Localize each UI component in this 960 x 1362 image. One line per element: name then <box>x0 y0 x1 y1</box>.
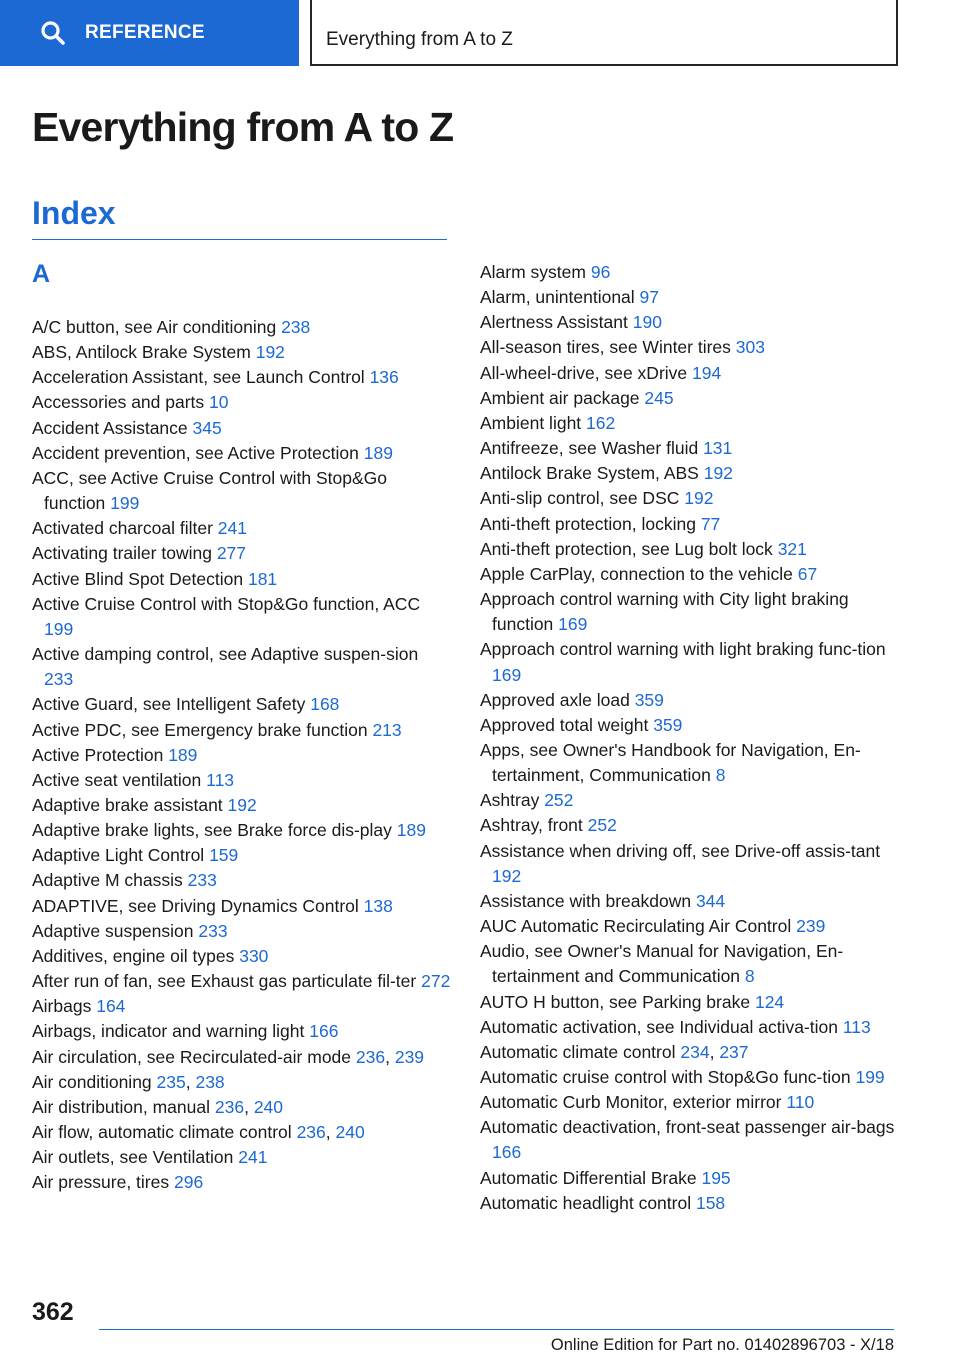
page-reference-link[interactable]: 240 <box>253 1096 284 1117</box>
index-entry <box>32 919 452 944</box>
index-entry-text: AUC Automatic Recirculating Air Control <box>480 916 792 937</box>
page-reference-link[interactable]: 189 <box>363 442 393 463</box>
page-reference-link[interactable]: 235 <box>156 1071 186 1092</box>
page-reference-link[interactable]: 213 <box>372 719 402 740</box>
index-entry <box>480 914 900 939</box>
index-entry-text: Apple CarPlay, connection to the vehicle <box>480 563 793 584</box>
page-reference-link[interactable]: 277 <box>216 543 247 564</box>
page-reference-link[interactable]: 344 <box>695 890 726 911</box>
index-entry <box>480 386 900 411</box>
index-entry <box>480 637 900 687</box>
index-entry-text: Activating trailer towing <box>32 543 212 564</box>
index-entry-text: Airbags <box>32 996 92 1017</box>
index-entry-text: Antifreeze, see Washer fluid <box>480 438 699 459</box>
page-reference-link[interactable]: 166 <box>492 1142 522 1163</box>
index-entry-text: Active PDC, see Emergency brake function <box>32 719 368 740</box>
index-entry: Automatic climate control 234, 237 <box>480 1041 749 1062</box>
page-reference-link[interactable]: 164 <box>96 996 126 1017</box>
index-entry <box>480 1166 900 1191</box>
index-entry <box>480 285 900 310</box>
page-reference-link[interactable]: 192 <box>255 342 285 363</box>
index-entry-text: ADAPTIVE, see Driving Dynamics Control <box>32 895 359 916</box>
index-entry <box>480 1065 900 1090</box>
index-entry-text: Adaptive brake assistant <box>32 794 223 815</box>
index-entry-text: Accident prevention, see Active Protection <box>32 442 359 463</box>
index-entry <box>32 466 452 516</box>
index-entry: Air circulation, see Recirculated-air mode 236, 239 <box>32 1046 425 1067</box>
index-entry-text: Approach control warning with City light braking function <box>480 589 849 635</box>
index-entry <box>32 1145 452 1170</box>
index-entry-text: Automatic deactivation, front-seat passenger air-bags <box>480 1117 895 1138</box>
index-entry <box>480 587 900 637</box>
index-entry <box>480 713 900 738</box>
index-entry <box>32 567 452 592</box>
index-entry: Air conditioning 235, 238 <box>32 1071 225 1092</box>
index-entry <box>480 839 900 889</box>
index-entry-text: Antilock Brake System, ABS <box>480 463 699 484</box>
index-entry-text: Air flow, automatic climate control <box>32 1122 292 1142</box>
index-entry <box>32 768 452 793</box>
index-entry-text: A/C button, see Air conditioning <box>32 317 277 337</box>
page-reference-link[interactable]: 272 <box>421 971 451 992</box>
page-reference-link[interactable]: 233 <box>44 669 74 690</box>
page-number: 362 <box>32 1298 74 1326</box>
index-entry <box>480 436 900 461</box>
index-entry-text: Activated charcoal filter <box>32 518 213 539</box>
page-reference-link[interactable]: 110 <box>786 1092 815 1113</box>
index-entry-text: Air circulation, see Recirculated-air mode <box>32 1046 352 1067</box>
page-reference-link[interactable]: 233 <box>198 920 228 941</box>
page-reference-link[interactable]: 236 <box>214 1096 245 1117</box>
index-entry-text: Air outlets, see Ventilation <box>32 1147 234 1168</box>
page-reference-link[interactable]: 252 <box>544 790 574 811</box>
reference-tab[interactable] <box>0 0 299 66</box>
index-entry-text: Acceleration Assistant, see Launch Control <box>32 367 365 388</box>
footer-divider <box>99 1329 894 1330</box>
index-entry-text: Automatic cruise control with Stop&Go func-tion <box>480 1067 851 1087</box>
page-reference-link[interactable]: 345 <box>192 417 222 438</box>
index-entry-text: After run of fan, see Exhaust gas particulate fil-ter <box>32 971 417 992</box>
index-entry-text: Alarm system <box>480 262 586 282</box>
index-entry <box>32 390 452 415</box>
index-entry <box>480 537 900 562</box>
page-reference-link[interactable]: 138 <box>363 895 393 916</box>
index-column-left <box>32 315 452 1195</box>
index-entry <box>32 642 452 692</box>
page-reference-link[interactable]: 195 <box>701 1167 731 1188</box>
index-entry <box>480 1191 900 1216</box>
page-reference-link[interactable]: 199 <box>855 1067 885 1087</box>
index-entry <box>480 889 900 914</box>
index-entry-text: All-season tires, see Winter tires <box>480 337 731 358</box>
index-entry <box>480 562 900 587</box>
index-entry <box>480 310 900 335</box>
index-entry: Air flow, automatic climate control 236, 240 <box>32 1122 365 1142</box>
page-reference-link[interactable]: 237 <box>719 1041 749 1062</box>
index-entry-text: All-wheel-drive, see xDrive <box>480 362 688 383</box>
page-reference-link[interactable]: 162 <box>586 412 616 433</box>
page-reference-link[interactable]: 8 <box>715 765 726 786</box>
index-entry <box>480 990 900 1015</box>
page-reference-link[interactable]: 113 <box>842 1016 871 1037</box>
page-reference-link[interactable]: 241 <box>217 518 247 539</box>
page-reference-link[interactable]: 303 <box>735 337 765 358</box>
page-reference-link[interactable]: 131 <box>703 438 733 459</box>
page-reference-link[interactable]: 236 <box>355 1046 386 1067</box>
index-entry <box>32 969 452 994</box>
index-letter-heading: A <box>32 260 51 288</box>
index-entry <box>480 738 900 788</box>
index-column-right <box>480 260 900 1216</box>
index-entry-text: Active Cruise Control with Stop&Go function, ACC <box>32 593 421 614</box>
index-entry-text: Active Blind Spot Detection <box>32 568 244 589</box>
index-entry-text: Active Protection <box>32 744 164 765</box>
page-reference-link[interactable]: 190 <box>632 312 662 333</box>
index-entry <box>480 1015 900 1040</box>
page-reference-link[interactable]: 67 <box>797 563 818 584</box>
page-reference-link[interactable]: 239 <box>796 916 826 937</box>
index-entry-text: Automatic Curb Monitor, exterior mirror <box>480 1092 782 1113</box>
index-entry <box>480 512 900 537</box>
page-title: Everything from A to Z <box>32 104 454 150</box>
index-entry-text: Anti-slip control, see DSC <box>480 488 680 509</box>
page-reference-link[interactable]: 359 <box>634 689 664 710</box>
page-reference-link[interactable]: 238 <box>281 317 311 337</box>
index-entry-text: ACC, see Active Cruise Control with Stop&Go function <box>32 467 388 514</box>
index-entry <box>32 541 452 566</box>
page-reference-link[interactable]: 169 <box>492 664 522 685</box>
page-reference-link[interactable]: 252 <box>587 815 617 836</box>
page-reference-link[interactable]: 192 <box>684 488 714 509</box>
index-entry-text: Adaptive suspension <box>32 920 194 941</box>
index-entry <box>32 1019 452 1044</box>
page-reference-link[interactable]: 192 <box>492 865 522 886</box>
index-entry <box>32 365 452 390</box>
page-reference-link[interactable]: 96 <box>590 262 611 282</box>
index-entry <box>480 813 900 838</box>
index-entry-text: Air distribution, manual <box>32 1096 210 1117</box>
index-entry <box>480 1115 900 1165</box>
index-entry-text: Ashtray <box>480 790 540 811</box>
index-entry <box>32 818 452 843</box>
index-entry <box>32 793 452 818</box>
page-reference-link[interactable]: 192 <box>227 794 257 815</box>
index-entry-text: Accessories and parts <box>32 392 205 413</box>
index-entry-text: Adaptive Light Control <box>32 845 205 866</box>
index-entry <box>32 315 452 340</box>
index-entry <box>32 592 452 642</box>
index-entry <box>480 461 900 486</box>
index-entry-text: Approach control warning with light braking func-tion <box>480 639 886 660</box>
index-entry <box>32 944 452 969</box>
index-entry-text: Automatic headlight control <box>480 1192 692 1213</box>
index-entry-text: Apps, see Owner's Handbook for Navigation, En-tertainment, Communication <box>480 739 861 786</box>
page-reference-link[interactable]: 194 <box>692 362 722 383</box>
index-entry-text: Approved axle load <box>480 689 630 710</box>
index-entry <box>480 788 900 813</box>
page-reference-link[interactable]: 321 <box>777 538 807 559</box>
reference-label: REFERENCE <box>85 22 205 43</box>
index-entry-text: Alertness Assistant <box>480 312 628 333</box>
index-entry <box>32 441 452 466</box>
index-entry <box>480 335 900 360</box>
index-entry-text: Air pressure, tires <box>32 1172 170 1193</box>
page-reference-link[interactable]: 192 <box>703 463 733 484</box>
index-entry-text: Ambient air package <box>480 387 640 408</box>
index-entry <box>32 340 452 365</box>
index-entry-text: Assistance with breakdown <box>480 890 692 911</box>
edition-note: Online Edition for Part no. 01402896703 - X/18 <box>550 1336 894 1354</box>
index-entry-text: Audio, see Owner's Manual for Navigation, En-tertainment and Communication <box>480 941 844 987</box>
page-reference-link[interactable]: 236 <box>296 1122 326 1142</box>
page-reference-link[interactable]: 296 <box>174 1172 204 1193</box>
index-entry <box>480 361 900 386</box>
index-entry <box>480 939 900 989</box>
index-entry <box>32 718 452 743</box>
index-entry-text: Ambient light <box>480 412 582 433</box>
index-entry <box>32 994 452 1019</box>
page-reference-link[interactable]: 166 <box>309 1021 339 1042</box>
index-entry-text: Assistance when driving off, see Drive-off assis-tant <box>480 840 881 861</box>
page-reference-link[interactable]: 181 <box>247 568 278 589</box>
index-entry <box>480 1090 900 1115</box>
index-entry-text: Active damping control, see Adaptive suspen-sion <box>32 644 419 665</box>
page-reference-link[interactable]: 330 <box>239 945 269 966</box>
index-entry-text: Anti-theft protection, locking <box>480 513 696 534</box>
page-reference-link[interactable]: 169 <box>558 614 588 635</box>
page-reference-link[interactable]: 77 <box>700 513 721 534</box>
index-entry <box>32 894 452 919</box>
index-entry-text: Additives, engine oil types <box>32 945 235 966</box>
search-icon <box>40 20 66 46</box>
index-entry-text: Adaptive brake lights, see Brake force dis-play <box>32 820 392 841</box>
page-reference-link[interactable]: 233 <box>187 870 217 891</box>
section-divider <box>32 239 447 240</box>
index-entry-text: ABS, Antilock Brake System <box>32 342 251 363</box>
index-entry-text: Alarm, unintentional <box>480 287 635 308</box>
page-reference-link[interactable]: 159 <box>209 845 239 866</box>
page-reference-link[interactable]: 240 <box>335 1122 365 1142</box>
index-entry-text: Automatic Differential Brake <box>480 1167 697 1188</box>
page-reference-link[interactable]: 239 <box>394 1046 425 1067</box>
breadcrumb-text[interactable]: Everything from A to Z <box>326 29 513 50</box>
index-entry-text: Automatic activation, see Individual activa-tion <box>480 1016 838 1037</box>
page-reference-link[interactable]: 168 <box>310 694 340 715</box>
page-reference-link[interactable]: 158 <box>695 1192 726 1213</box>
page-reference-link[interactable]: 359 <box>653 714 683 735</box>
page-reference-link[interactable]: 189 <box>168 744 198 765</box>
index-entry <box>480 411 900 436</box>
page-reference-link[interactable]: 113 <box>206 769 235 790</box>
index-entry: Air distribution, manual 236, 240 <box>32 1096 284 1117</box>
index-entry <box>32 416 452 441</box>
page-reference-link[interactable]: 199 <box>110 493 140 514</box>
page-reference-link[interactable]: 234 <box>680 1041 710 1062</box>
page-reference-link[interactable]: 199 <box>44 618 74 639</box>
index-entry-text: AUTO H button, see Parking brake <box>480 991 751 1012</box>
index-entry-text: Adaptive M chassis <box>32 870 183 891</box>
index-entry-text: Automatic climate control <box>480 1041 676 1062</box>
index-entry <box>32 516 452 541</box>
index-entry <box>32 843 452 868</box>
page-reference-link[interactable]: 10 <box>209 392 229 413</box>
index-entry <box>32 1170 452 1195</box>
page-reference-link[interactable]: 245 <box>644 387 674 408</box>
index-entry <box>480 260 900 285</box>
page-reference-link[interactable]: 189 <box>396 820 426 841</box>
index-entry-text: Approved total weight <box>480 714 649 735</box>
index-entry <box>32 692 452 717</box>
page-reference-link[interactable]: 136 <box>369 367 399 388</box>
section-title: Index <box>32 195 116 231</box>
index-entry-text: Accident Assistance <box>32 417 188 438</box>
index-entry-text: Active Guard, see Intelligent Safety <box>32 694 306 715</box>
page-reference-link[interactable]: 8 <box>744 966 755 987</box>
breadcrumb <box>310 0 898 66</box>
index-entry-text: Active seat ventilation <box>32 769 202 790</box>
index-entry <box>480 688 900 713</box>
index-entry-text: Airbags, indicator and warning light <box>32 1021 305 1042</box>
index-entry <box>32 868 452 893</box>
page-reference-link[interactable]: 124 <box>754 991 785 1012</box>
page-reference-link[interactable]: 238 <box>195 1071 225 1092</box>
index-entry <box>480 486 900 511</box>
page-reference-link[interactable]: 241 <box>238 1147 268 1168</box>
index-entry-text: Ashtray, front <box>480 815 583 836</box>
index-entry-text: Anti-theft protection, see Lug bolt lock <box>480 538 773 559</box>
page-reference-link[interactable]: 97 <box>639 287 660 308</box>
index-entry <box>32 743 452 768</box>
header <box>0 0 960 68</box>
index-entry-text: Air conditioning <box>32 1071 152 1092</box>
